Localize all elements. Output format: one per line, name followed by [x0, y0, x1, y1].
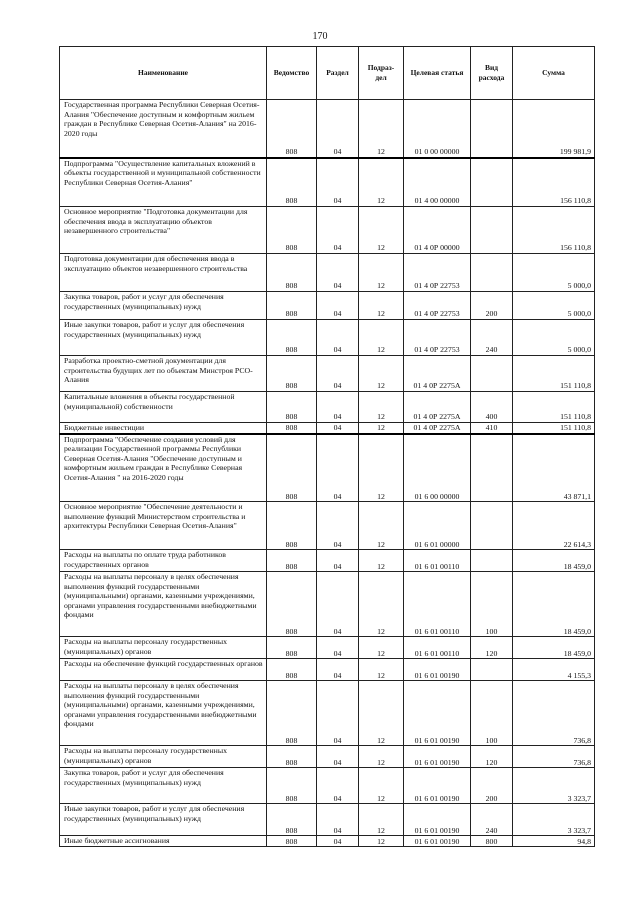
- cell-sum: 151 110,8: [513, 392, 595, 423]
- cell-section: 04: [317, 434, 359, 502]
- cell-name: Расходы на выплаты персоналу государственных (муниципальных) органов: [60, 746, 267, 768]
- cell-dept: 808: [267, 356, 317, 392]
- table-row: [60, 637, 595, 659]
- cell-target: 01 4 0Р 2275А: [404, 356, 471, 392]
- cell-section: 04: [317, 207, 359, 254]
- cell-target: 01 6 01 00110: [404, 550, 471, 572]
- cell-name: Расходы на выплаты персоналу государственных (муниципальных) органов: [60, 637, 267, 659]
- cell-target: 01 6 01 00190: [404, 804, 471, 836]
- cell-dept: 808: [267, 292, 317, 320]
- cell-dept: 808: [267, 572, 317, 637]
- cell-sum: 5 000,0: [513, 292, 595, 320]
- cell-sum: 736,8: [513, 681, 595, 746]
- cell-exp: 400: [471, 392, 513, 423]
- cell-subsection: 12: [359, 768, 404, 804]
- cell-target: 01 4 00 00000: [404, 158, 471, 207]
- cell-name: Капитальные вложения в объекты государственной (муниципальной) собственности: [60, 392, 267, 423]
- table-row: [60, 502, 595, 550]
- cell-name: Расходы на выплаты персоналу в целях обеспечения выполнения функций государственными (муниципальными) органами, казенными учреждениями, органами управления государственными внебюджетными фондами: [60, 681, 267, 746]
- cell-section: 04: [317, 572, 359, 637]
- cell-section: 04: [317, 292, 359, 320]
- cell-subsection: 12: [359, 836, 404, 847]
- cell-name: Иные бюджетные ассигнования: [60, 836, 267, 847]
- cell-dept: 808: [267, 502, 317, 550]
- budget-table: [59, 46, 595, 847]
- cell-subsection: 12: [359, 292, 404, 320]
- cell-name: Бюджетные инвестиции: [60, 423, 267, 434]
- col-header-target: Целевая статья: [404, 47, 471, 100]
- cell-target: 01 4 0Р 2275А: [404, 423, 471, 434]
- table-row: [60, 659, 595, 681]
- cell-exp: [471, 434, 513, 502]
- cell-name: Подготовка документации для обеспечения ввода в эксплуатацию объектов незавершенного строительства: [60, 254, 267, 292]
- cell-dept: 808: [267, 681, 317, 746]
- cell-subsection: 12: [359, 158, 404, 207]
- cell-name: Подпрограмма "Осуществление капитальных вложений в объекты государственной и муниципальной собственности Республики Северная Осетия-Алания": [60, 158, 267, 207]
- table-header-row: [60, 47, 595, 100]
- cell-subsection: 12: [359, 637, 404, 659]
- cell-subsection: 12: [359, 356, 404, 392]
- table-row: [60, 768, 595, 804]
- cell-exp: [471, 158, 513, 207]
- cell-section: 04: [317, 681, 359, 746]
- table-row: [60, 550, 595, 572]
- cell-section: 04: [317, 550, 359, 572]
- cell-sum: 22 614,3: [513, 502, 595, 550]
- cell-exp: [471, 659, 513, 681]
- table-row: [60, 836, 595, 847]
- cell-name: Закупка товаров, работ и услуг для обеспечения государственных (муниципальных) нужд: [60, 768, 267, 804]
- cell-target: 01 6 01 00190: [404, 681, 471, 746]
- cell-section: 04: [317, 768, 359, 804]
- cell-name: Расходы на обеспечение функций государственных органов: [60, 659, 267, 681]
- cell-subsection: 12: [359, 392, 404, 423]
- table-row: [60, 392, 595, 423]
- cell-dept: 808: [267, 550, 317, 572]
- cell-target: 01 6 00 00000: [404, 434, 471, 502]
- cell-exp: [471, 254, 513, 292]
- cell-subsection: 12: [359, 804, 404, 836]
- cell-target: 01 6 01 00000: [404, 502, 471, 550]
- cell-subsection: 12: [359, 254, 404, 292]
- cell-dept: 808: [267, 392, 317, 423]
- cell-subsection: 12: [359, 550, 404, 572]
- table-row: [60, 423, 595, 434]
- cell-subsection: 12: [359, 423, 404, 434]
- cell-target: 01 6 01 00110: [404, 637, 471, 659]
- cell-name: Основное мероприятие "Обеспечение деятельности и выполнение функций Министерством строительства и архитектуры Республики Северная Осетия-Алания": [60, 502, 267, 550]
- cell-section: 04: [317, 659, 359, 681]
- cell-dept: 808: [267, 434, 317, 502]
- cell-sum: 3 323,7: [513, 804, 595, 836]
- table-row: [60, 746, 595, 768]
- cell-target: 01 4 0Р 22753: [404, 320, 471, 356]
- cell-subsection: 12: [359, 502, 404, 550]
- cell-sum: 5 000,0: [513, 320, 595, 356]
- col-header-sum: Сумма: [513, 47, 595, 100]
- cell-sum: 4 155,3: [513, 659, 595, 681]
- cell-dept: 808: [267, 804, 317, 836]
- cell-sum: 151 110,8: [513, 423, 595, 434]
- page-number: 170: [312, 31, 328, 42]
- cell-exp: [471, 207, 513, 254]
- cell-target: 01 6 01 00190: [404, 836, 471, 847]
- cell-target: 01 0 00 00000: [404, 100, 471, 158]
- cell-section: 04: [317, 320, 359, 356]
- cell-name: Закупка товаров, работ и услуг для обеспечения государственных (муниципальных) нужд: [60, 292, 267, 320]
- cell-dept: 808: [267, 100, 317, 158]
- cell-sum: 3 323,7: [513, 768, 595, 804]
- cell-dept: 808: [267, 423, 317, 434]
- cell-exp: 200: [471, 292, 513, 320]
- cell-sum: 5 000,0: [513, 254, 595, 292]
- cell-exp: [471, 356, 513, 392]
- cell-exp: 800: [471, 836, 513, 847]
- table-row: [60, 804, 595, 836]
- cell-target: 01 6 01 00110: [404, 572, 471, 637]
- cell-name: Подпрограмма "Обеспечение создания условий для реализации Государственной программы Республики Северная Осетия-Алания "Обеспечение доступным и комфортным жильем граждан в Республике Северная Осетия-Алания " на 2016-2020 годы: [60, 434, 267, 502]
- cell-target: 01 4 0Р 22753: [404, 254, 471, 292]
- cell-target: 01 4 0Р 2275А: [404, 392, 471, 423]
- table-row: [60, 434, 595, 502]
- cell-exp: 410: [471, 423, 513, 434]
- cell-dept: 808: [267, 158, 317, 207]
- col-header-section: Раздел: [317, 47, 359, 100]
- cell-sum: 156 110,8: [513, 158, 595, 207]
- cell-dept: 808: [267, 659, 317, 681]
- cell-subsection: 12: [359, 572, 404, 637]
- cell-section: 04: [317, 637, 359, 659]
- cell-name: Основное мероприятие "Подготовка документации для обеспечения ввода в эксплуатацию объектов незавершенного строительства": [60, 207, 267, 254]
- cell-exp: 100: [471, 681, 513, 746]
- cell-subsection: 12: [359, 100, 404, 158]
- cell-exp: [471, 502, 513, 550]
- cell-subsection: 12: [359, 207, 404, 254]
- table-row: [60, 681, 595, 746]
- cell-dept: 808: [267, 637, 317, 659]
- cell-section: 04: [317, 254, 359, 292]
- cell-exp: 240: [471, 804, 513, 836]
- cell-section: 04: [317, 423, 359, 434]
- table-row: [60, 572, 595, 637]
- cell-subsection: 12: [359, 320, 404, 356]
- cell-dept: 808: [267, 320, 317, 356]
- table-row: [60, 158, 595, 207]
- cell-sum: 736,8: [513, 746, 595, 768]
- cell-name: Разработка проектно-сметной документации для строительства будущих лет по объектам Минстроя РСО-Алания: [60, 356, 267, 392]
- table-row: [60, 207, 595, 254]
- cell-subsection: 12: [359, 659, 404, 681]
- cell-sum: 94,8: [513, 836, 595, 847]
- col-header-name: Наименование: [60, 47, 267, 100]
- cell-exp: [471, 550, 513, 572]
- cell-name: Расходы на выплаты по оплате труда работников государственных органов: [60, 550, 267, 572]
- cell-dept: 808: [267, 836, 317, 847]
- cell-target: 01 6 01 00190: [404, 746, 471, 768]
- cell-section: 04: [317, 502, 359, 550]
- table-row: [60, 254, 595, 292]
- table-row: [60, 320, 595, 356]
- cell-target: 01 4 0Р 22753: [404, 292, 471, 320]
- cell-exp: [471, 100, 513, 158]
- cell-sum: 156 110,8: [513, 207, 595, 254]
- cell-section: 04: [317, 746, 359, 768]
- cell-dept: 808: [267, 207, 317, 254]
- cell-section: 04: [317, 158, 359, 207]
- cell-name: Иные закупки товаров, работ и услуг для обеспечения государственных (муниципальных) нужд: [60, 804, 267, 836]
- cell-exp: 120: [471, 637, 513, 659]
- cell-subsection: 12: [359, 746, 404, 768]
- cell-exp: 120: [471, 746, 513, 768]
- cell-section: 04: [317, 836, 359, 847]
- col-header-exp-type: Вид расхода: [471, 47, 513, 100]
- cell-target: 01 6 01 00190: [404, 768, 471, 804]
- cell-sum: 18 459,0: [513, 550, 595, 572]
- cell-exp: 200: [471, 768, 513, 804]
- cell-subsection: 12: [359, 434, 404, 502]
- cell-sum: 43 871,1: [513, 434, 595, 502]
- cell-name: Расходы на выплаты персоналу в целях обеспечения выполнения функций государственными (муниципальными) органами, казенными учреждениями, органами управления государственными внебюджетными фондами: [60, 572, 267, 637]
- table-row: [60, 100, 595, 158]
- cell-dept: 808: [267, 254, 317, 292]
- col-header-dept: Ведомство: [267, 47, 317, 100]
- cell-target: 01 6 01 00190: [404, 659, 471, 681]
- cell-name: Иные закупки товаров, работ и услуг для обеспечения государственных (муниципальных) нужд: [60, 320, 267, 356]
- cell-dept: 808: [267, 746, 317, 768]
- cell-section: 04: [317, 356, 359, 392]
- cell-sum: 199 981,9: [513, 100, 595, 158]
- cell-sum: 18 459,0: [513, 637, 595, 659]
- cell-dept: 808: [267, 768, 317, 804]
- cell-section: 04: [317, 100, 359, 158]
- cell-exp: 100: [471, 572, 513, 637]
- cell-section: 04: [317, 804, 359, 836]
- cell-name: Государственная программа Республики Северная Осетия-Алания "Обеспечение доступным и комфортным жильем граждан в Республике Северная Осетия-Алания" на 2016-2020 годы: [60, 100, 267, 158]
- cell-exp: 240: [471, 320, 513, 356]
- col-header-subsection: Подраз- дел: [359, 47, 404, 100]
- cell-target: 01 4 0Р 00000: [404, 207, 471, 254]
- cell-section: 04: [317, 392, 359, 423]
- cell-sum: 151 110,8: [513, 356, 595, 392]
- cell-subsection: 12: [359, 681, 404, 746]
- table-row: [60, 356, 595, 392]
- table-row: [60, 292, 595, 320]
- cell-sum: 18 459,0: [513, 572, 595, 637]
